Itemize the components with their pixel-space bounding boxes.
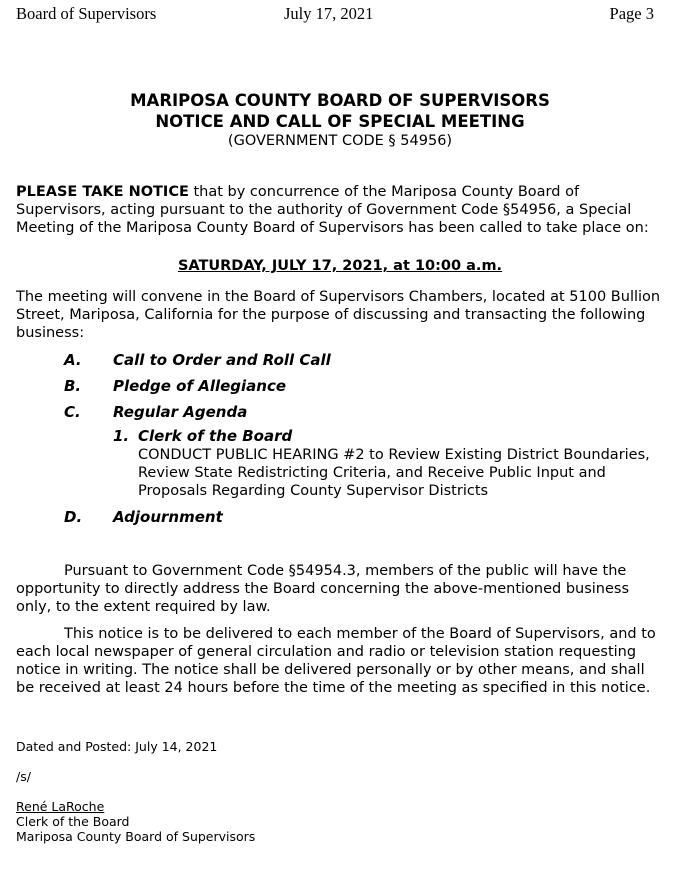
dated-posted: Dated and Posted: July 14, 2021 xyxy=(16,739,218,754)
header-date: July 17, 2021 xyxy=(284,4,374,23)
title-line-1: MARIPOSA COUNTY BOARD OF SUPERVISORS xyxy=(130,91,550,110)
agenda-item-text: Adjournment xyxy=(113,508,223,526)
notice-lead: PLEASE TAKE NOTICE xyxy=(16,184,189,200)
sub-item-heading: Clerk of the Board xyxy=(138,427,293,445)
header-page-number: Page 3 xyxy=(609,4,654,23)
delivery-paragraph: This notice is to be delivered to each member of the Board of Supervisors, and to each local newspaper of general circulation and radio or television station requesting notice in writing. The notice shall be delivered personally or by other means, and shall be received at least 24 hours before the time of the meeting as specified in this notice. xyxy=(16,626,656,696)
sub-item-text: CONDUCT PUBLIC HEARING #2 to Review Existing District Boundaries, Review State Redistricting Criteria, and Receive Public Input and Proposals Regarding County Supervisor Districts xyxy=(138,447,650,499)
agenda-item-letter: D. xyxy=(64,508,83,526)
signature-block xyxy=(16,799,255,844)
signer-name: René LaRoche xyxy=(16,799,105,814)
document-title-block xyxy=(0,90,680,151)
convene-paragraph: The meeting will convene in the Board of Supervisors Chambers, located at 5100 Bullion Street, Mariposa, California for the purpose of discussing and transacting the following business: xyxy=(16,289,661,341)
agenda-item-letter: A. xyxy=(64,351,82,369)
meeting-date-line xyxy=(0,257,680,275)
signature-mark: /s/ xyxy=(16,769,31,784)
public-comment-paragraph: Pursuant to Government Code §54954.3, members of the public will have the opportunity to directly address the Board concerning the above-mentioned business only, to the extent required by law. xyxy=(16,563,630,615)
agenda-item-text: Call to Order and Roll Call xyxy=(113,351,331,369)
title-line-2: NOTICE AND CALL OF SPECIAL MEETING xyxy=(155,112,525,131)
agenda-item-letter: C. xyxy=(64,403,81,421)
agenda-item-letter: B. xyxy=(64,377,82,395)
signer-role: Clerk of the Board xyxy=(16,814,130,829)
notice-text: that by concurrence of the Mariposa County Board of Supervisors, acting pursuant to the authority of Government Code §54956, a Special Meeting of the Mariposa County Board of Supervisors has been called to take place on: xyxy=(16,184,649,236)
signer-organization: Mariposa County Board of Supervisors xyxy=(16,829,256,844)
agenda-item-text: Regular Agenda xyxy=(113,403,248,421)
page-header xyxy=(0,4,680,26)
agenda-item-text: Pledge of Allegiance xyxy=(113,377,287,395)
meeting-date: SATURDAY, JULY 17, 2021, at 10:00 a.m. xyxy=(177,258,503,274)
title-code-reference: (GOVERNMENT CODE § 54956) xyxy=(227,133,453,149)
sub-item-number: 1. xyxy=(113,427,130,445)
notice-paragraph xyxy=(16,183,664,237)
header-left: Board of Supervisors xyxy=(16,4,157,23)
